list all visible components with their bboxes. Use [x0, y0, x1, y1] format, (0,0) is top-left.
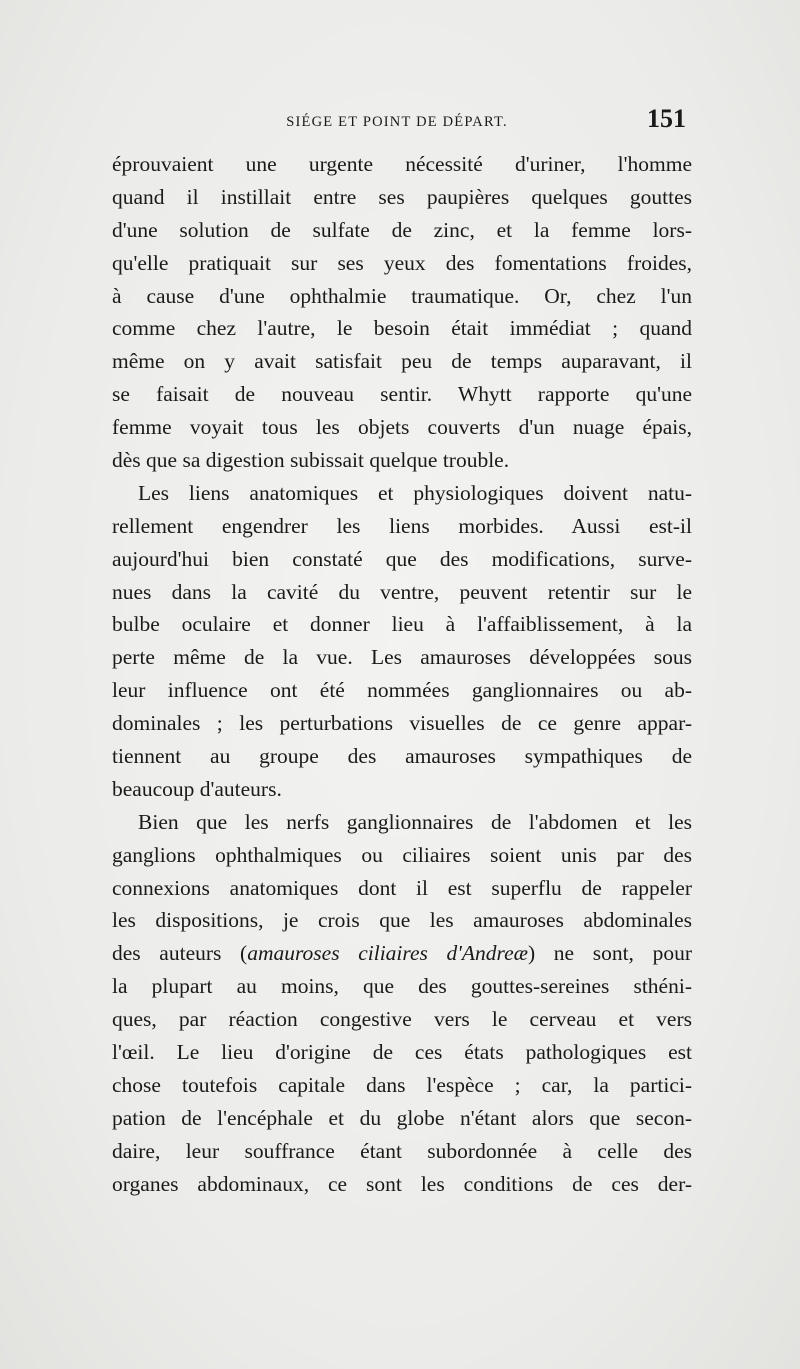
text-line: aujourd'hui bien constaté que des modifications, surve-: [112, 546, 692, 571]
page-number: 151: [647, 104, 686, 133]
text-line: comme chez l'autre, le besoin était immédiat ; quand: [112, 316, 692, 341]
text-line: organes abdominaux, ce sont les conditions de ces der-: [112, 1171, 692, 1196]
text-line: connexions anatomiques dont il est superflu de rappeler: [112, 875, 692, 900]
text-line: même on y avait satisfait peu de temps auparavant, il: [112, 349, 692, 374]
text-line: Bien que les nerfs ganglionnaires de l'abdomen et les: [138, 809, 692, 834]
text-fragment: des auteurs (: [112, 941, 248, 966]
text-fragment: ) ne sont, pour: [527, 941, 692, 966]
text-line: ques, par réaction congestive vers le cerveau et vers: [112, 1007, 692, 1032]
text-line: leur influence ont été nommées ganglionnaires ou ab-: [112, 678, 692, 703]
text-line: pation de l'encéphale et du globe n'étant alors que secon-: [112, 1105, 692, 1130]
text-line: éprouvaient une urgente nécessité d'uriner, l'homme: [112, 152, 692, 176]
text-line: qu'elle pratiquait sur ses yeux des fomentations froides,: [112, 250, 692, 275]
text-line: la plupart au moins, que des gouttes-sereines sthéni-: [112, 974, 692, 999]
text-line: quand il instillait entre ses paupières quelques gouttes: [112, 184, 692, 209]
text-line: femme voyait tous les objets couverts d'un nuage épais,: [112, 415, 692, 440]
italic-fragment: amauroses ciliaires d'Andreæ: [247, 941, 528, 966]
text-line: bulbe oculaire et donner lieu à l'affaiblissement, à la: [112, 612, 692, 637]
text-line: Les liens anatomiques et physiologiques doivent natu-: [138, 480, 692, 505]
text-line: se faisait de nouveau sentir. Whytt rapporte qu'une: [112, 382, 692, 407]
running-title: SIÉGE ET POINT DE DÉPART.: [286, 114, 508, 130]
text-line: beaucoup d'auteurs.: [112, 776, 282, 801]
text-line-with-italic: [112, 937, 692, 970]
page-header: [108, 104, 686, 140]
text-line: daire, leur souffrance étant subordonnée à celle des: [112, 1138, 692, 1163]
text-line: rellement engendrer les liens morbides. Aussi est-il: [112, 513, 692, 538]
text-line: chose toutefois capitale dans l'espèce ; car, la partici-: [112, 1072, 692, 1097]
text-body: [112, 148, 692, 1201]
text-line: à cause d'une ophthalmie traumatique. Or, chez l'un: [112, 283, 692, 308]
text-line: tiennent au groupe des amauroses sympathiques de: [112, 744, 692, 769]
text-line: l'œil. Le lieu d'origine de ces états pathologiques est: [112, 1040, 692, 1065]
text-line: dès que sa digestion subissait quelque trouble.: [112, 448, 510, 473]
text-line: ganglions ophthalmiques ou ciliaires soient unis par des: [112, 842, 692, 867]
text-line: perte même de la vue. Les amauroses développées sous: [112, 645, 692, 670]
text-line: dominales ; les perturbations visuelles de ce genre appar-: [112, 711, 692, 736]
text-line: nues dans la cavité du ventre, peuvent retentir sur le: [112, 579, 692, 604]
text-line: d'une solution de sulfate de zinc, et la femme lors-: [112, 217, 692, 242]
paragraph: [112, 806, 692, 1201]
paragraph: [112, 477, 692, 806]
paragraph: [112, 148, 692, 477]
text-line: les dispositions, je crois que les amauroses abdominales: [112, 908, 692, 933]
